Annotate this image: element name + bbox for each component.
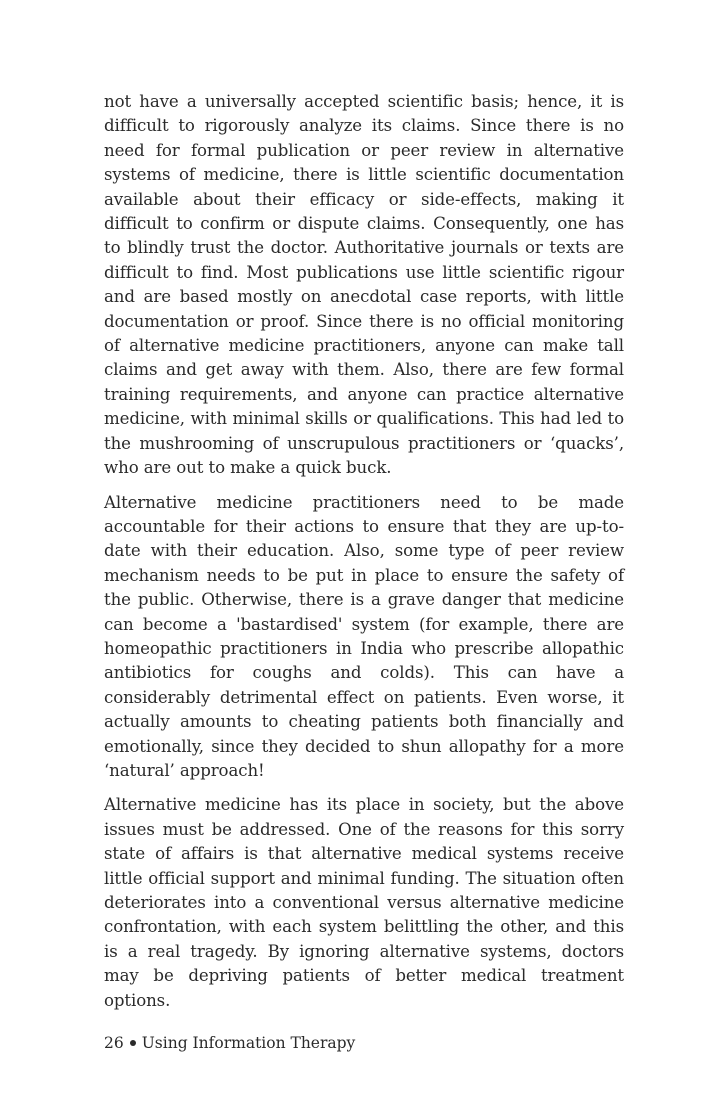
paragraph-2: Alternative medicine practitioners need to be made accountable for their actions to ensure that they are up-to-date with their education. Also, some type of peer review mechanism needs to be put in place to ensure the safety of the public. Otherwise, there is a grave danger that medicine can become a 'bastardised' system (for example, there are homeopathic practitioners in India who prescribe allopathic antibiotics for coughs and colds). This can have a considerably detrimental effect on patients. Even worse, it actually amounts to cheating patients both financially and emotionally, since they decided to shun allopathy for a more ‘natural’ approach!: [104, 492, 624, 780]
paragraph-1: not have a universally accepted scientific basis; hence, it is difficult to rigorously analyze its claims. Since there is no need for formal publication or peer review in alternative systems of medicine, there is little scientific documentation available about their efficacy or side-effects, making it difficult to confirm or dispute claims. Consequently, one has to blindly trust the doctor. Authoritative journals or texts are difficult to find. Most publications use little scientific rigour and are based mostly on anecdotal case reports, with little documentation or proof. Since there is no official monitoring of alternative medicine practitioners, anyone can make tall claims and get away with them. Also, there are few formal training requirements, and anyone can practice alternative medicine, with minimal skills or qualifications. This had led to the mushrooming of unscrupulous practitioners or ‘quacks’, who are out to make a quick buck.: [104, 92, 624, 478]
paragraph-3: Alternative medicine has its place in society, but the above issues must be addressed. One of the reasons for this sorry state of affairs is that alternative medical systems receive little official support and minimal funding. The situation often deteriorates into a conventional versus alternative medicine confrontation, with each system belittling the other, and this is a real tragedy. By ignoring alternative systems, doctors may be depriving patients of better medical treatment options.: [104, 795, 624, 1010]
body-text: [104, 90, 624, 1023]
book-title: Using Information Therapy: [141, 1034, 356, 1052]
page-footer: [104, 1034, 355, 1052]
page-number: 26: [104, 1034, 124, 1052]
bullet-icon: [130, 1040, 136, 1046]
